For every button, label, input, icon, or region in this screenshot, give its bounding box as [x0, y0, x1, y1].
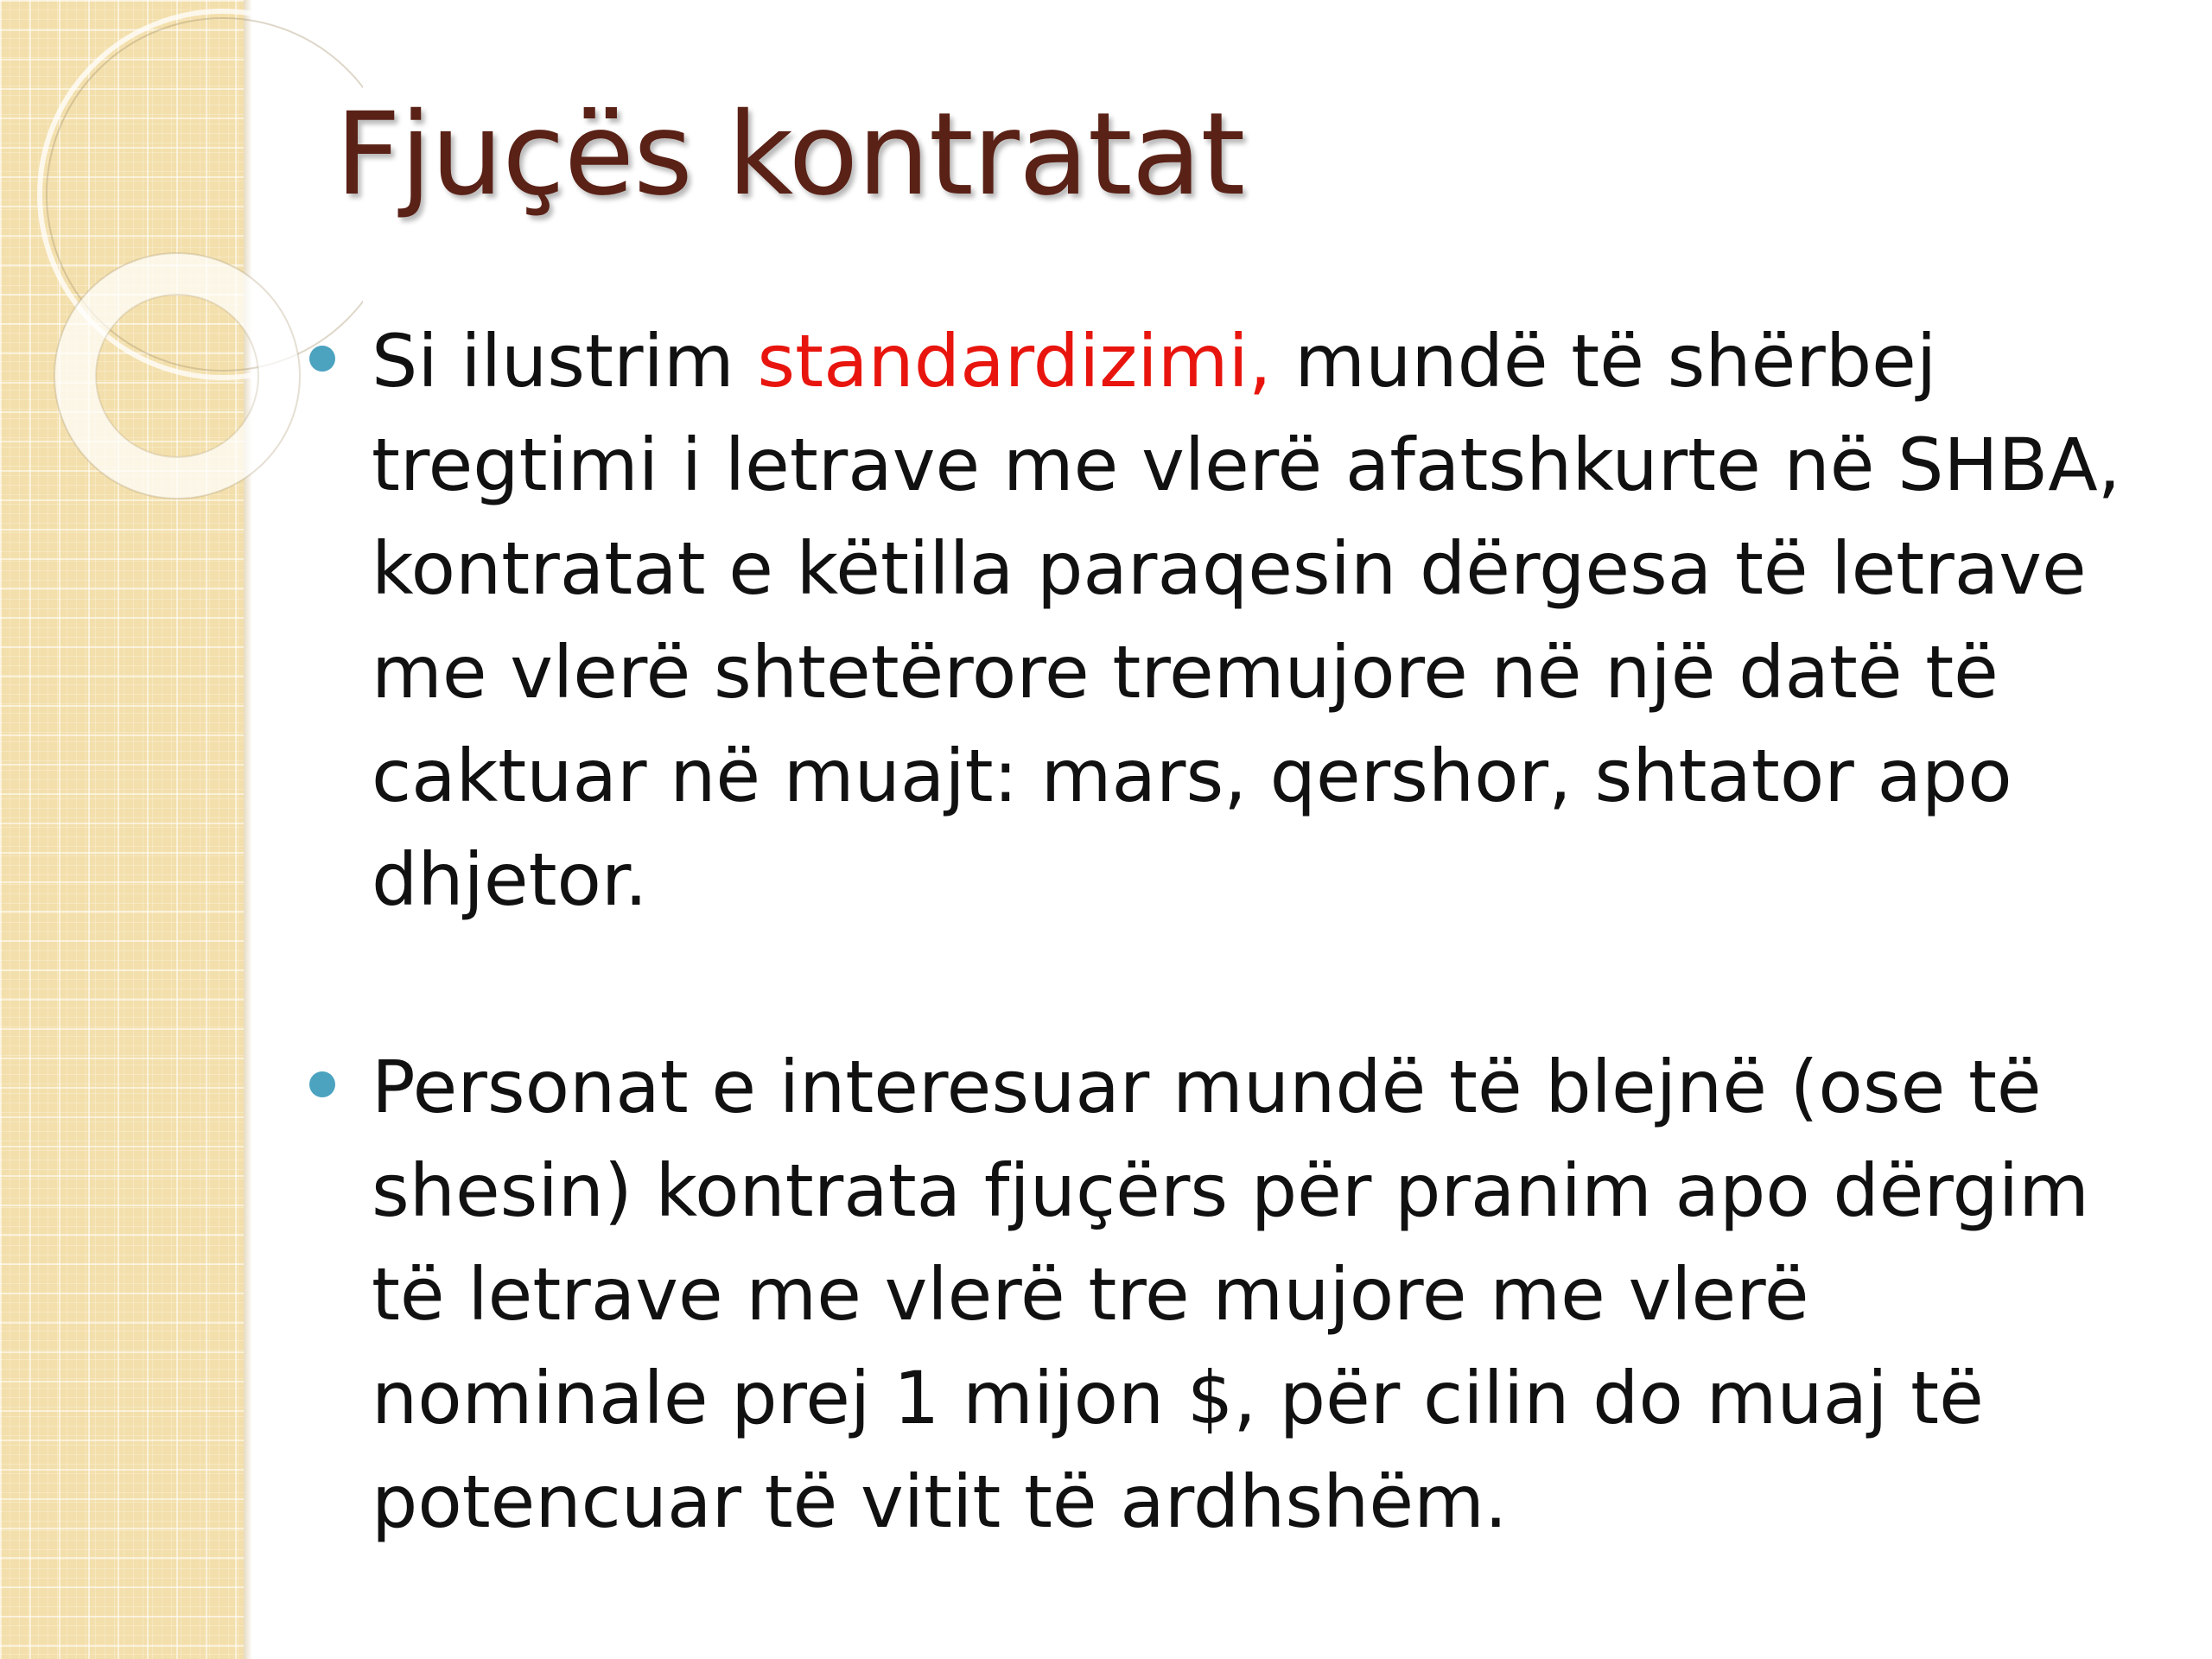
bullet-dot-icon: [309, 1071, 335, 1097]
bullet-2-line-1: Personat e interesuar mundë të blejnë (ose të: [372, 1045, 2042, 1129]
bullet-2-line-4: nominale prej 1 mijon $, për cilin do muaj të: [372, 1356, 1984, 1440]
bullet-dot-icon: [309, 346, 335, 372]
decorative-rings-graphic: [0, 0, 363, 605]
bullet-1-line-1-end: mundë të shërbej: [1271, 319, 1937, 404]
bullet-1-line-1: [372, 309, 2134, 413]
bullet-1-line-4: me vlerë shtetërore tremujore në një datë të: [372, 630, 1999, 715]
bullet-2-line-3: të letrave me vlerë tre mujore me vlerë: [372, 1252, 1809, 1337]
bullet-1-line-2: tregtimi i letrave me vlerë afatshkurte në SHBA,: [372, 423, 2121, 507]
bullet-1-line-3: kontratat e këtilla paraqesin dërgesa të letrave: [372, 526, 2087, 611]
highlighted-term: standardizimi,: [757, 319, 1272, 404]
bullet-list: [372, 309, 2134, 1554]
bullet-1-line-1-start: Si ilustrim: [372, 319, 758, 404]
bullet-2-line-5: potencuar të vitit të ardhshëm.: [372, 1459, 1508, 1544]
bullet-1-line-6: dhjetor.: [372, 837, 648, 922]
bullet-2-line-2: shesin) kontrata fjuçërs për pranim apo dërgim: [372, 1148, 2089, 1233]
bullet-1-line-5: caktuar në muajt: mars, qershor, shtator apo: [372, 734, 2012, 818]
slide-title: Fjuçës kontratat: [335, 88, 1245, 221]
bullet-item-2: [372, 1035, 2134, 1554]
bullet-item-1: [372, 309, 2134, 931]
